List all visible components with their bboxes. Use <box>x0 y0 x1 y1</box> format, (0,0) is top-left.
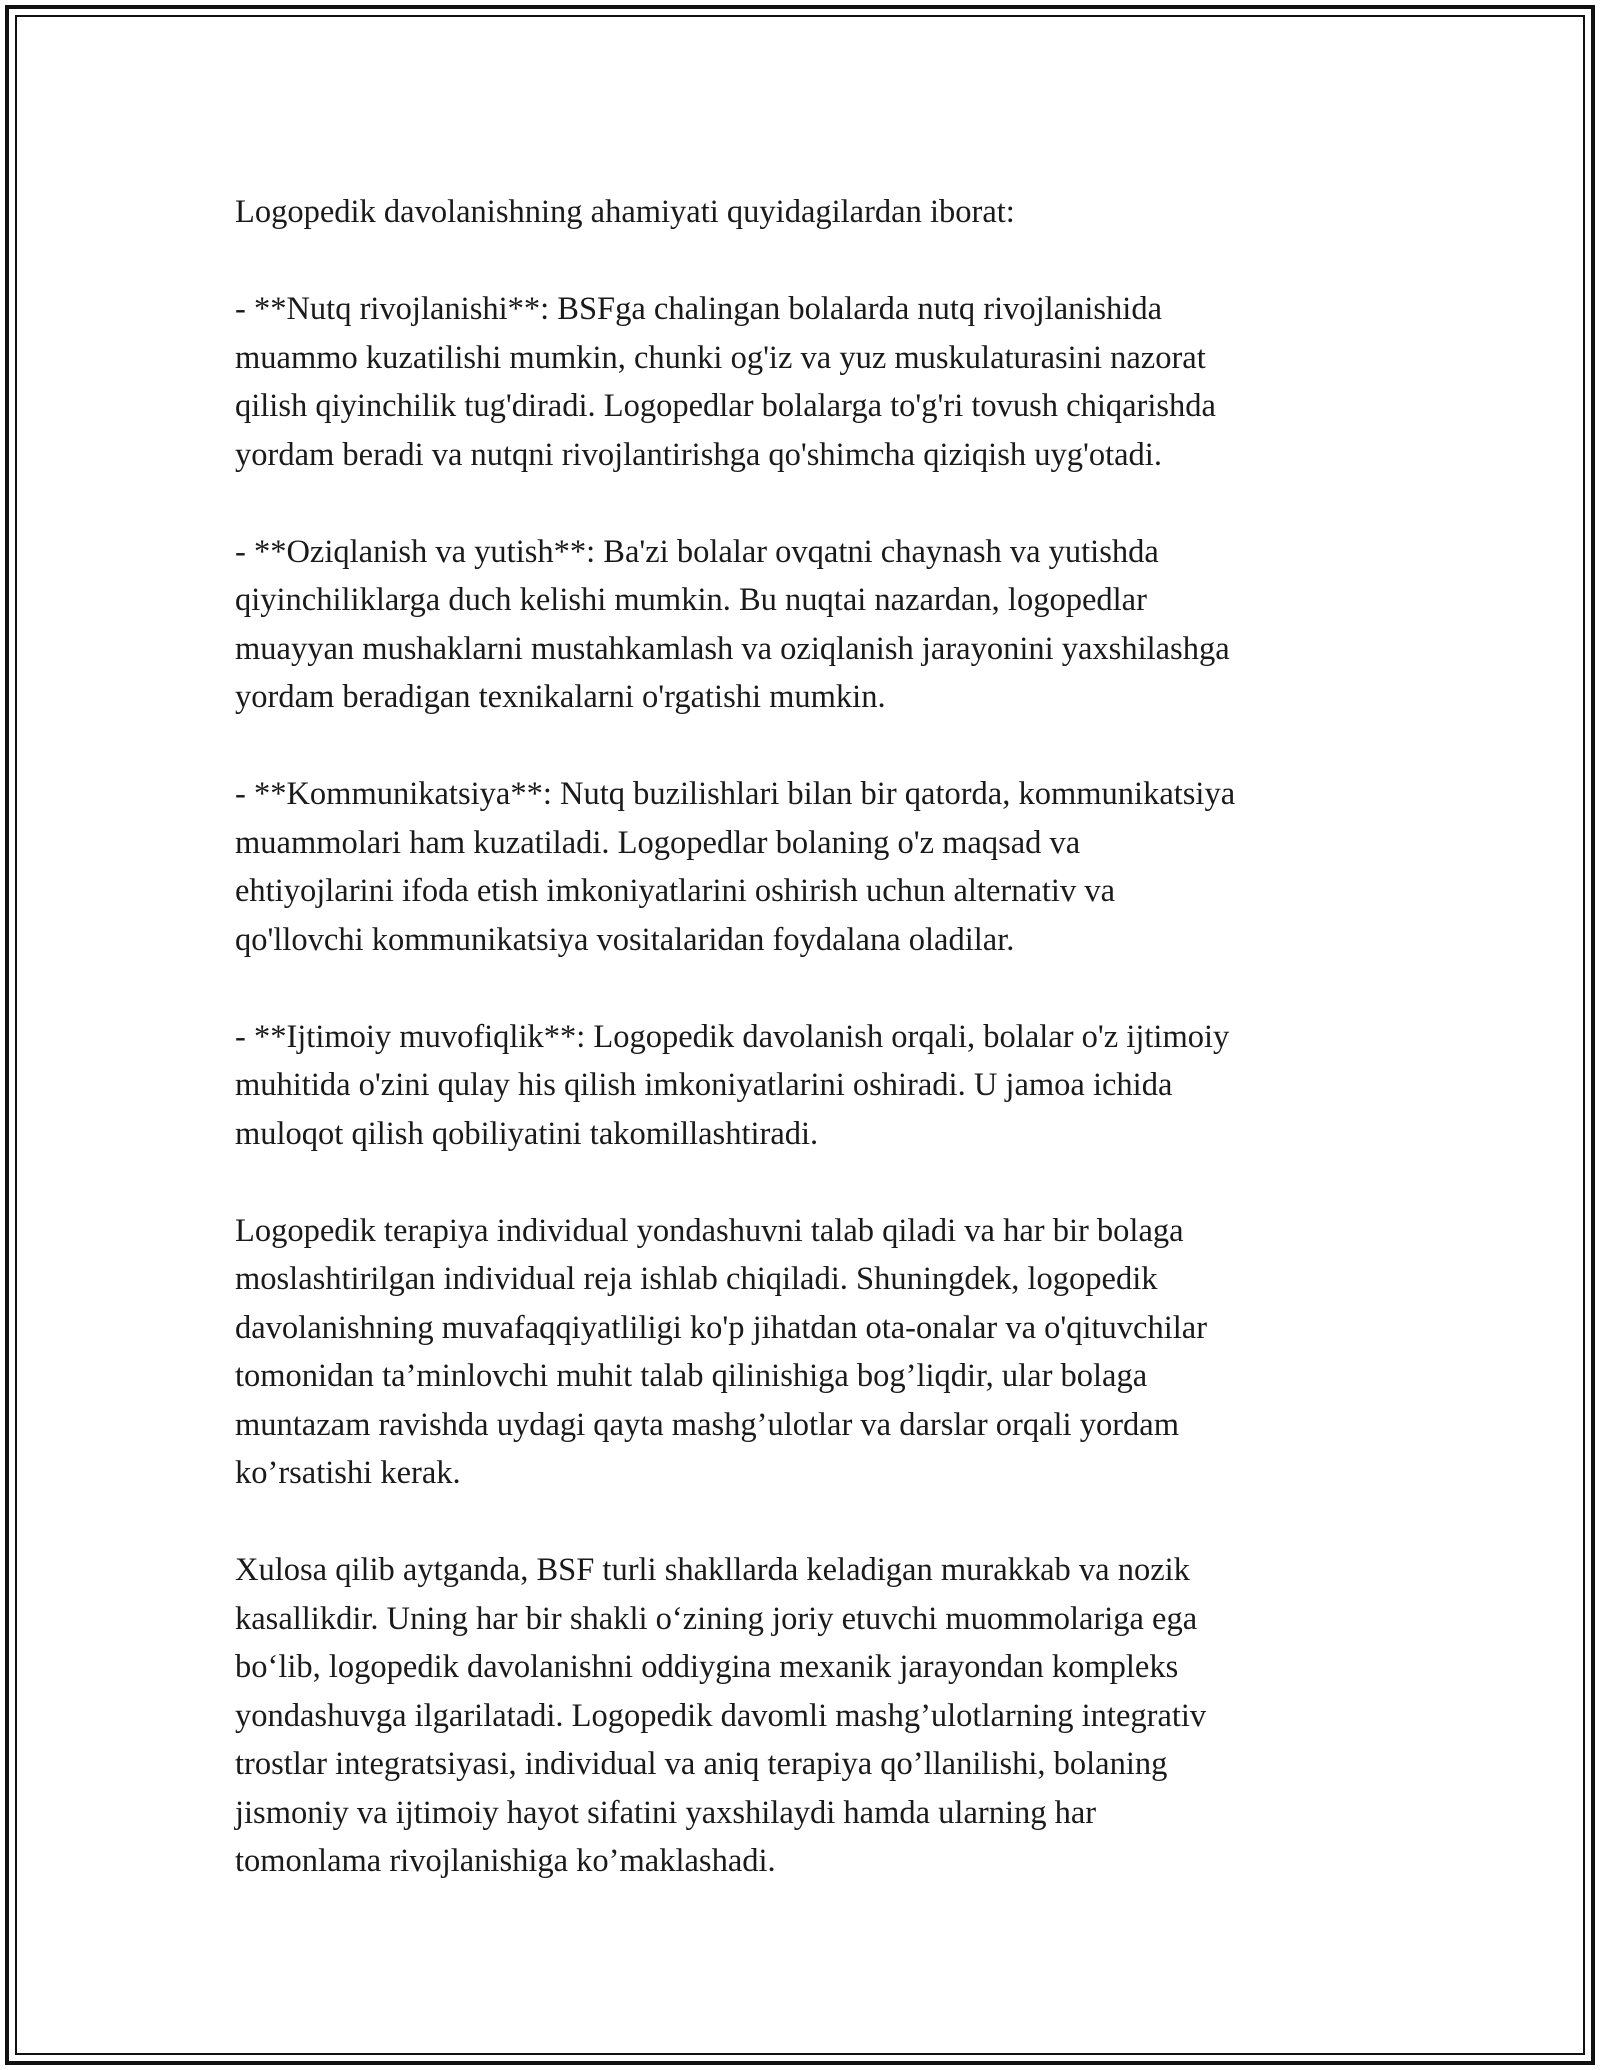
document-body <box>235 188 1385 1934</box>
social-adaptation-paragraph: - **Ijtimoiy muvofiqlik**: Logopedik davolanish orqali, bolalar o'z ijtimoiy muhitida o'zini qulay his qilish imkoniyatlarini oshiradi. U jamoa ichida muloqot qilish qobiliyatini takomillashtiradi. <box>235 1018 1230 1152</box>
communication-paragraph: - **Kommunikatsiya**: Nutq buzilishlari bilan bir qatorda, kommunikatsiya muammolari ham kuzatiladi. Logopedlar bolaning o'z maqsad va ehtiyojlarini ifoda etish imkoniyatlarini oshirish uchun alternativ va qo'llovchi kommunikatsiya vositalaridan foydalana oladilar. <box>235 776 1236 958</box>
therapy-approach-paragraph: Logopedik terapiya individual yondashuvni talab qiladi va har bir bolaga moslashtirilgan individual reja ishlab chiqiladi. Shuningdek, logopedik davolanishning muvafaqqiyatliligi ko'p jihatdan ota-onalar va o'qituvchilar tomonidan ta’minlovchi muhit talab qilinishiga bog’liqdir, ular bolaga muntazam ravishda uydagi qayta mashg’ulotlar va darslar orqali yordam ko’rsatishi kerak. <box>235 1212 1208 1491</box>
conclusion-paragraph: Xulosa qilib aytganda, BSF turli shakllarda keladigan murakkab va nozik kasallikdir. Uning har bir shakli o‘zining joriy etuvchi muommolariga ega bo‘lib, logopedik davolanishni oddiygina mexanik jarayondan kompleks yondashuvga ilgarilatadi. Logopedik davomli mashg’ulotlarning integrativ trostlar integratsiyasi, individual va aniq terapiya qo’llanilishi, bolaning jismoniy va ijtimoiy hayot sifatini yaxshilaydi hamda ularning har tomonlama rivojlanishiga ko’maklashadi. <box>235 1552 1207 1879</box>
feeding-swallowing-paragraph: - **Oziqlanish va yutish**: Ba'zi bolalar ovqatni chaynash va yutishda qiyinchiliklarga duch kelishi mumkin. Bu nuqtai nazardan, logopedlar muayyan mushaklarni mustahkamlash va oziqlanish jarayonini yaxshilashga yordam beradigan texnikalarni o'rgatishi mumkin. <box>235 533 1230 715</box>
intro-paragraph: Logopedik davolanishning ahamiyati quyidagilardan iborat: <box>235 194 1015 230</box>
speech-development-paragraph: - **Nutq rivojlanishi**: BSFga chalingan bolalarda nutq rivojlanishida muammo kuzatilishi mumkin, chunki og'iz va yuz muskulaturasini nazorat qilish qiyinchilik tug'diradi. Logopedlar bolalarga to'g'ri tovush chiqarishda yordam beradi va nutqni rivojlantirishga qo'shimcha qiziqish uyg'otadi. <box>235 291 1216 473</box>
